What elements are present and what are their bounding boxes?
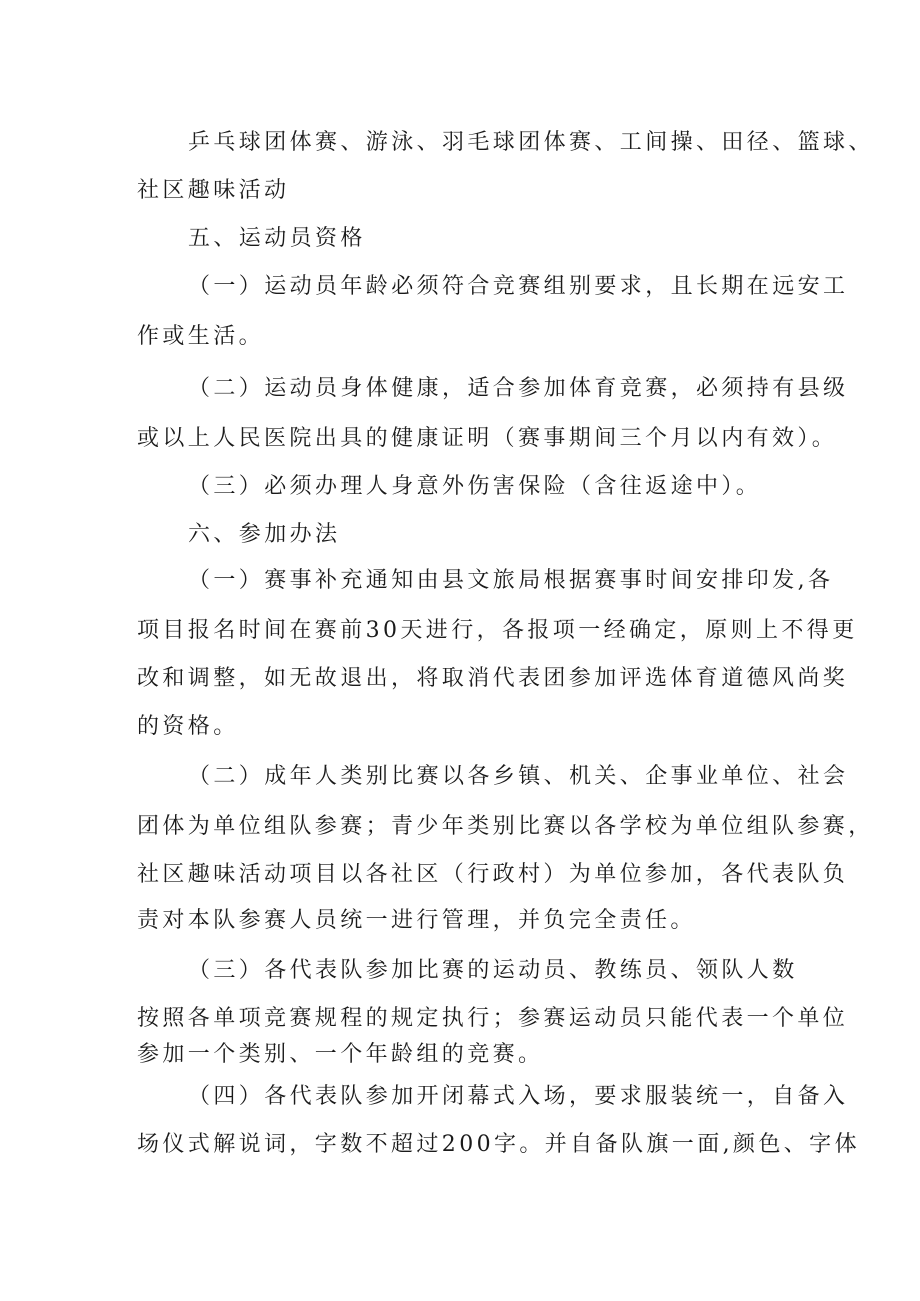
text-line: （一）赛事补充通知由县文旅局根据赛事时间安排印发,各 <box>188 568 834 593</box>
section-heading: 六、参加办法 <box>188 522 341 547</box>
text-line: 的资格。 <box>137 714 239 739</box>
text-line: 项目报名时间在赛前30天进行，各报项一经确定，原则上不得更 <box>137 618 858 643</box>
text-line: 责对本队参赛人员统一进行管理，并负完全责任。 <box>137 908 696 933</box>
text-line: 或以上人民医院出具的健康证明（赛事期间三个月以内有效）。 <box>137 426 838 451</box>
section-heading: 五、运动员资格 <box>188 226 366 251</box>
text-line: （二）运动员身体健康，适合参加体育竞赛，必须持有县级 <box>188 376 849 401</box>
text-line: （一）运动员年龄必须符合竞赛组别要求，且长期在远安工 <box>188 274 849 299</box>
text-line: （三）必须办理人身意外伤害保险（含往返途中）。 <box>188 474 762 499</box>
text-line: （四）各代表队参加开闭幕式入场，要求服装统一，自备入 <box>188 1084 849 1109</box>
text-line: （三）各代表队参加比赛的运动员、教练员、领队人数 <box>188 958 798 983</box>
text-line: 改和调整，如无故退出，将取消代表团参加评选体育道德风尚奖 <box>137 666 849 691</box>
text-line: 社区趣味活动项目以各社区（行政村）为单位参加，各代表队负 <box>137 862 849 887</box>
text-line: 按照各单项竞赛规程的规定执行；参赛运动员只能代表一个单位 <box>137 1006 849 1031</box>
text-line: 团体为单位组队参赛；青少年类别比赛以各学校为单位组队参赛， <box>137 814 874 839</box>
text-line: 作或生活。 <box>137 324 265 349</box>
text-line: （二）成年人类别比赛以各乡镇、机关、企事业单位、社会 <box>188 764 849 789</box>
text-line: 参加一个类别、一个年龄组的竞赛。 <box>137 1042 544 1067</box>
text-line: 乒乓球团体赛、游泳、羽毛球团体赛、工间操、田径、篮球、 <box>188 130 874 155</box>
text-line: 社区趣味活动 <box>137 178 290 203</box>
text-line: 场仪式解说词，字数不超过200字。并自备队旗一面,颜色、字体 <box>137 1132 860 1157</box>
